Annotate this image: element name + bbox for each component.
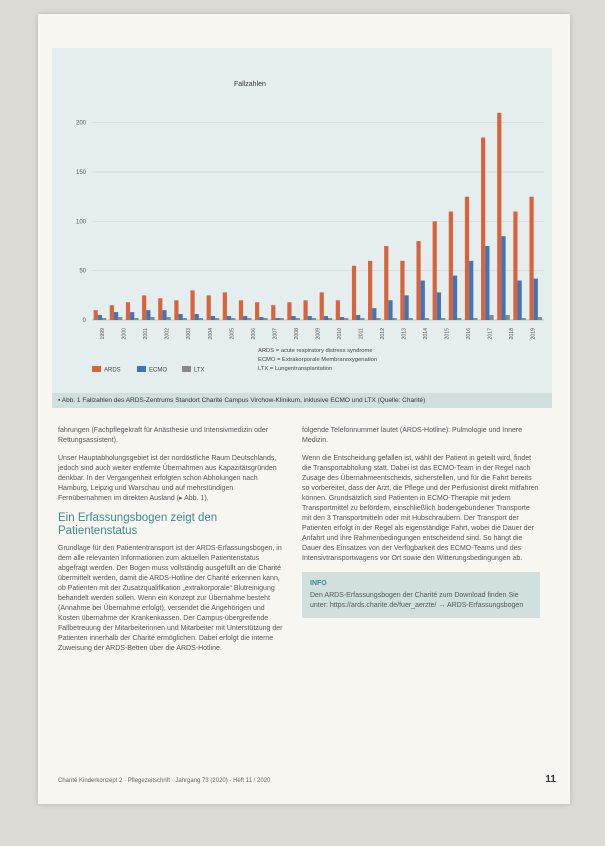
bar-ecmo <box>146 310 150 320</box>
y-tick-label: 150 <box>75 170 86 177</box>
legend-swatch <box>137 366 146 372</box>
bar-ecmo <box>356 315 360 320</box>
bar-ltx <box>441 318 445 320</box>
x-tick-label: 2004 <box>207 328 214 340</box>
bar-ecmo <box>388 300 392 320</box>
info-title: INFO <box>310 580 327 587</box>
bar-ltx <box>425 318 429 320</box>
bar-ards <box>433 221 437 320</box>
bar-ecmo <box>421 281 425 320</box>
bar-ecmo <box>162 310 166 320</box>
bar-ards <box>207 295 211 320</box>
bar-ecmo <box>518 281 522 320</box>
bar-ecmo <box>275 318 279 320</box>
x-tick-label: 2008 <box>293 328 300 340</box>
bar-ecmo <box>98 315 102 320</box>
left-column <box>58 426 283 662</box>
legend-label: ECMO <box>149 367 167 374</box>
bar-ards <box>239 300 243 320</box>
legend-swatch <box>182 366 191 372</box>
y-tick-label: 50 <box>79 268 86 275</box>
bar-ltx <box>247 318 251 320</box>
x-tick-label: 2009 <box>315 328 322 340</box>
bar-ltx <box>231 318 235 320</box>
paragraph: folgende Telefonnummer lautet (ARDS-Hotline): Pulmologie und Innere Medizin. <box>302 427 523 444</box>
x-tick-label: 2019 <box>530 328 537 340</box>
bar-ards <box>449 212 453 321</box>
bar-ards <box>190 290 194 320</box>
bar-ecmo <box>324 316 328 320</box>
info-text: Den ARDS-Erfassungsbogen der Charité zum Download finden Sie unter: https://ards.charite.de/fuer_aerzte/ → ARDS-Erfassungsbogen <box>310 592 524 609</box>
bar-ltx <box>473 318 477 320</box>
legend-label: ARDS <box>104 367 121 374</box>
bar-ards <box>271 305 275 320</box>
info-box <box>302 572 540 618</box>
bar-ecmo <box>469 261 473 320</box>
bar-ltx <box>344 318 348 320</box>
bar-ards <box>174 300 178 320</box>
bar-ards <box>529 197 533 320</box>
bar-ltx <box>328 318 332 320</box>
bar-ltx <box>296 318 300 320</box>
bar-ltx <box>457 318 461 320</box>
bar-ards <box>255 302 259 320</box>
bar-ards <box>94 310 98 320</box>
bar-ards <box>287 302 291 320</box>
abbreviation-note: LTX = Lungentransplantation <box>258 366 333 372</box>
bar-ltx <box>393 318 397 320</box>
section-heading: Ein Erfassungsbogen zeigt den Patientenstatus <box>58 512 218 537</box>
footer-publication: Charité Kinderkonzept 2 · Pflegezeitschrift · Jahrgang 73 (2020) · Heft 11 / 2020 <box>58 778 271 784</box>
bar-ltx <box>215 318 219 320</box>
x-tick-label: 2002 <box>164 328 171 340</box>
x-tick-label: 2014 <box>422 328 429 340</box>
bar-ltx <box>409 318 413 320</box>
bar-ltx <box>167 317 171 320</box>
chart-title: Fallzahlen <box>234 81 266 88</box>
x-tick-label: 2001 <box>143 328 150 340</box>
bar-ecmo <box>372 308 376 320</box>
bar-ltx <box>360 318 364 320</box>
bar-ards <box>400 261 404 320</box>
right-column <box>302 426 540 618</box>
bar-ltx <box>312 318 316 320</box>
bar-ards <box>384 246 388 320</box>
bar-ards <box>416 241 420 320</box>
y-tick-label: 200 <box>75 120 86 127</box>
bar-ltx <box>522 318 526 320</box>
y-tick-label: 0 <box>82 318 86 324</box>
x-tick-label: 2012 <box>379 328 386 340</box>
bar-ecmo <box>292 316 296 320</box>
bar-ecmo <box>340 317 344 320</box>
bar-ards <box>223 292 227 320</box>
bar-ltx <box>263 318 267 320</box>
bar-ltx <box>102 318 106 320</box>
figure-caption: ▪ Abb. 1 Fallzahlen des ARDS-Zentrums Standort Charité Campus Virchow-Klinikum, inklusive ECMO und LTX (Quelle: Charité) <box>52 393 552 408</box>
bar-ards <box>513 212 517 321</box>
bar-ards <box>126 302 130 320</box>
paragraph: Wenn die Entscheidung gefallen ist, wählt der Patient in geteilt wird, findet die Transportabholung statt. Dabei ist das ECMO-Team in der Regel nach Zusage des Übernahmeentscheids, sicherstellen, und für die Fahrt bereits so vorbereitet, dass der Arzt, die Pflege und der Perfusionist direkt mitfahren können. Grundsätzlich sind Patienten in ECMO-Therapie mit jedem Transportmittel zu befördern, einschließlich bodengebundener Transporte mit den 3 Transportmitteln oder mit Hubschraubern. Der Transport der Patienten erfolgt in der Regel als eigenständige Fahrt, wobei die Dauer der Anfahrt und ihre Rahmenbedingungen entscheidend sind. So hängt die Dauer des Einsatzes von der Verfügbarkeit des ECMO-Teams und des Intensivtransportwagens vor Ort sowie den Witterungsbedingungen ab. <box>302 455 539 562</box>
bar-ards <box>368 261 372 320</box>
x-tick-label: 1999 <box>100 328 107 340</box>
bar-ecmo <box>243 316 247 320</box>
bar-ards <box>158 298 162 320</box>
bar-ecmo <box>114 312 118 320</box>
bar-ecmo <box>308 316 312 320</box>
bar-ltx <box>538 317 542 320</box>
bar-ecmo <box>485 246 489 320</box>
bar-ltx <box>183 318 187 320</box>
abbreviation-note: ARDS = acute respiratory distress syndrome <box>258 348 373 354</box>
legend-swatch <box>92 366 101 372</box>
x-tick-label: 2006 <box>250 328 257 340</box>
figure <box>52 48 552 408</box>
y-tick-label: 100 <box>75 219 86 226</box>
paragraph: Grundlage für den Patiententransport ist der ARDS-Erfassungsbogen, in dem alle relevanten Informationen zum aktuellen Patientenstatus abgefragt werden. Der Bogen muss vollständig ausgefüllt an die Charité übermittelt werden, damit die ARDS-Hotline der Charité erkennen kann, ob Patienten mit der Zusatzqualifikation „extrakorporale“ Blutreinigung behandelt werden sollen. Wenn ein Konzept zur Übernahme besteht (Annahme bei Übernahme erfolgt), versendet die Angehörigen und Kosten übernahme der Krankenkassen. Der Campus-übergreifende Fallbetreuung der Mitarbeiterinnen und Mitarbeiter mit Unterstützung der Patienten innerhalb der Charité ermöglichen. Dabei erfolgt die interne Zuweisung der ARDS-Betten über die ARDS-Hotline. <box>58 545 283 652</box>
x-tick-label: 2015 <box>444 328 451 340</box>
x-tick-label: 2013 <box>401 328 408 340</box>
x-tick-label: 2018 <box>509 328 516 340</box>
x-tick-label: 2007 <box>272 328 279 340</box>
bar-ards <box>336 300 340 320</box>
bar-ards <box>110 305 114 320</box>
bar-ecmo <box>227 316 231 320</box>
bar-ecmo <box>211 316 215 320</box>
bar-ecmo <box>453 276 457 320</box>
x-tick-label: 2010 <box>336 328 343 340</box>
bar-ltx <box>506 315 510 320</box>
x-tick-label: 2017 <box>487 328 494 340</box>
bar-ecmo <box>405 295 409 320</box>
bar-ecmo <box>195 314 199 320</box>
paragraph: Unser Hauptabholungsgebiet ist der nordöstliche Raum Deutschlands, jedoch sind auch weiter entfernte Übernahmen aus Kapazitätsgründen denkbar. In der Vergangenheit erfolgten schon Abholungen nach Hamburg, Leipzig und Warschau und auf mehrstündigen Fernübernahmen im direkten Ausland (▸ Abb. 1). <box>58 455 277 502</box>
x-tick-label: 2011 <box>358 328 365 340</box>
bar-ecmo <box>437 292 441 320</box>
x-tick-label: 2016 <box>466 328 473 340</box>
bar-ards <box>352 266 356 320</box>
bar-ards <box>142 295 146 320</box>
bar-ards <box>303 300 307 320</box>
x-tick-label: 2003 <box>186 328 193 340</box>
x-tick-label: 2005 <box>229 328 236 340</box>
bar-ards <box>481 138 485 320</box>
bar-ards <box>465 197 469 320</box>
page-number: 11 <box>545 774 556 785</box>
bar-ecmo <box>179 314 183 320</box>
bar-ecmo <box>130 312 134 320</box>
bar-ecmo <box>534 279 538 320</box>
bar-ltx <box>376 318 380 320</box>
bar-ltx <box>199 318 203 320</box>
legend-label: LTX <box>194 367 205 374</box>
paragraph: fahrungen (Fachpflegekraft für Anästhesie und Intensivmedizin oder Rettungsassistent). <box>58 427 269 444</box>
bar-ards <box>320 292 324 320</box>
bar-ards <box>497 113 501 320</box>
bar-ltx <box>489 315 493 320</box>
document-page <box>38 14 570 804</box>
bar-ltx <box>118 317 122 320</box>
bar-ltx <box>134 318 138 320</box>
bar-ecmo <box>259 317 263 320</box>
abbreviation-note: ECMO = Extrakorporale Membranoxygenation <box>258 357 378 363</box>
x-tick-label: 2000 <box>121 328 128 340</box>
bar-ecmo <box>501 236 505 320</box>
bar-ltx <box>150 317 154 320</box>
bar-ltx <box>280 318 284 320</box>
bar-chart <box>52 48 552 393</box>
